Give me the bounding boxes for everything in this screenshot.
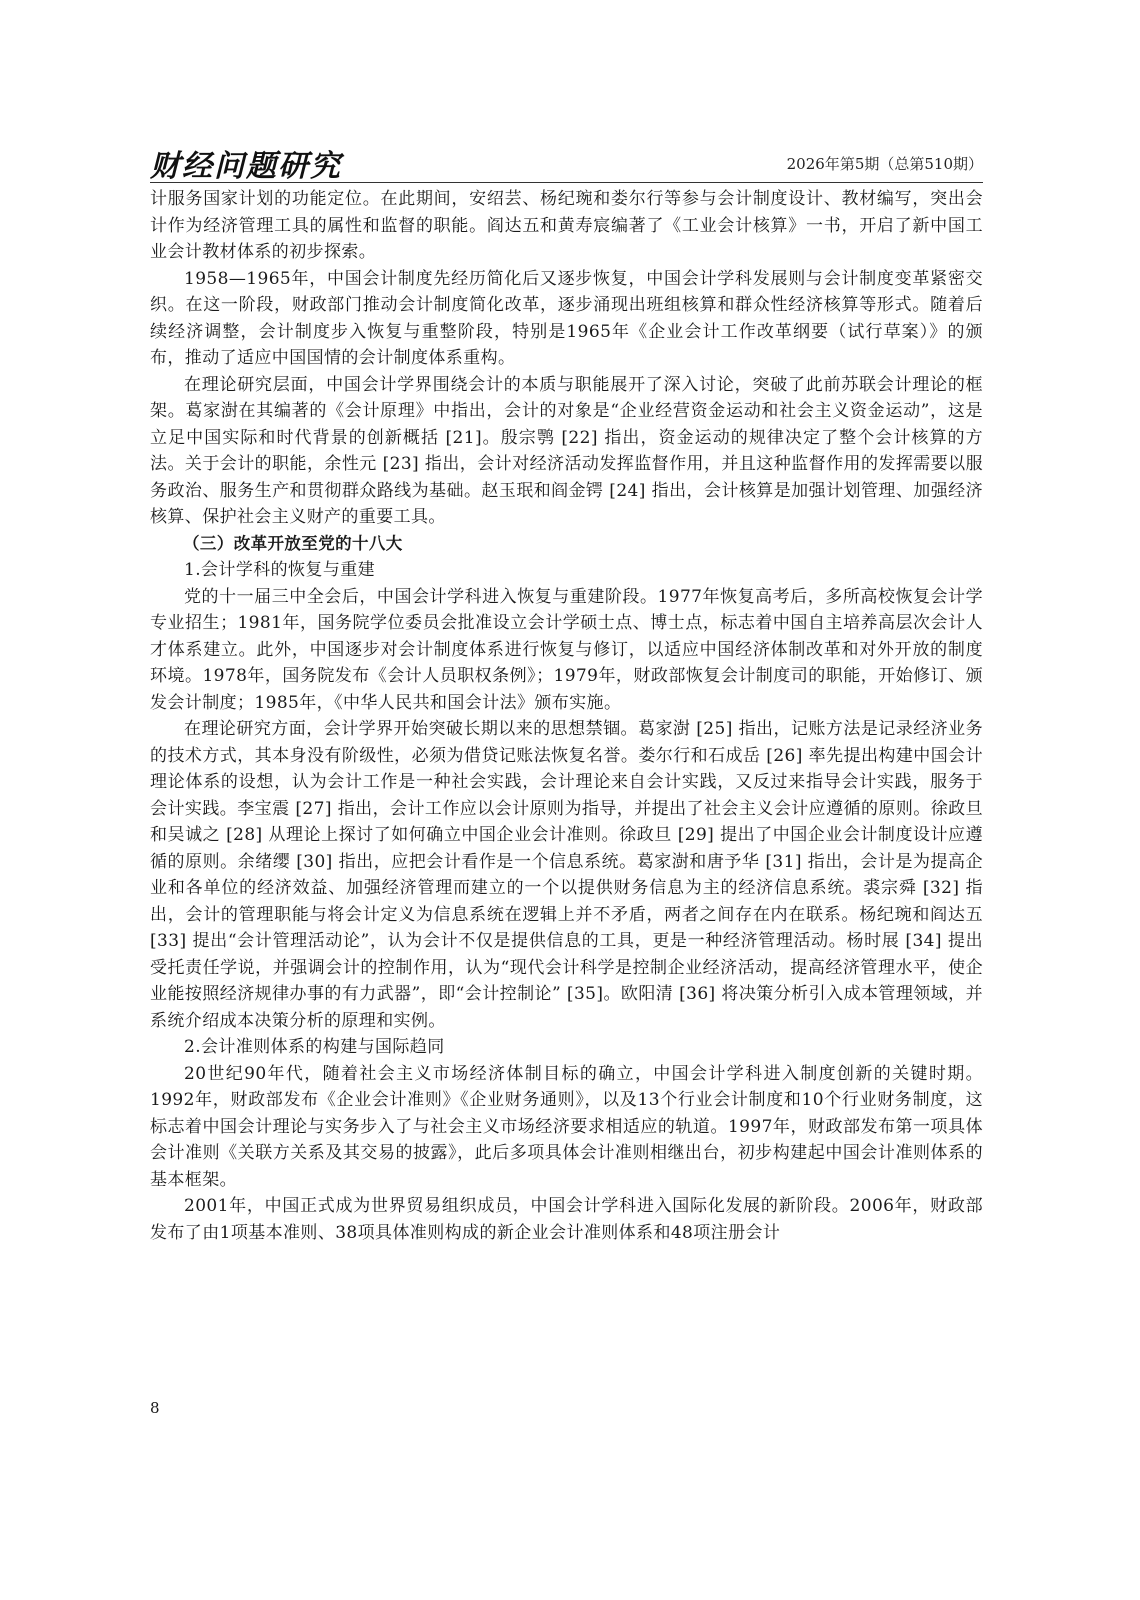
running-header [150, 139, 983, 184]
issue-info: 2026年第5期（总第510期） [786, 155, 983, 173]
section-heading: （三）改革开放至党的十八大 [183, 533, 403, 553]
paragraph: 2001年，中国正式成为世界贸易组织成员，中国会计学科进入国际化发展的新阶段。2006年，财政部发布了由1项基本准则、38项具体准则构成的新企业会计准则体系和48项注册会计 [150, 1196, 983, 1243]
subsection-heading: 1.会计学科的恢复与重建 [184, 560, 376, 580]
paragraph: 1958—1965年，中国会计制度先经历简化后又逐步恢复，中国会计学科发展则与会计制度变革紧密交织。在这一阶段，财政部门推动会计制度简化改革，逐步涌现出班组核算和群众性经济核算等形式。随着后续经济调整，会计制度步入恢复与重整阶段，特别是1965年《企业会计工作改革纲要（试行草案）》的颁布，推动了适应中国国情的会计制度体系重构。 [150, 268, 983, 368]
article-body [150, 186, 983, 1246]
paragraph: 在理论研究方面，会计学界开始突破长期以来的思想禁锢。葛家澍 [25] 指出，记账方法是记录经济业务的技术方式，其本身没有阶级性，必须为借贷记账法恢复名誉。娄尔行和石成岳 [26] 率先提出构建中国会计理论体系的设想，认为会计工作是一种社会实践，会计理论来自会计实践，又反过来指导会计实践，服务于会计实践。李宝震 [27] 指出，会计工作应以会计原则为指导，并提出了社会主义会计应遵循的原则。徐政旦和吴诚之 [28] 从理论上探讨了如何确立中国企业会计准则。徐政旦 [29] 提出了中国企业会计制度设计应遵循的原则。余绪缨 [30] 指出，应把会计看作是一个信息系统。葛家澍和唐予华 [31] 指出，会计是为提高企业和各单位的经济效益、加强经济管理而建立的一个以提供财务信息为主的经济信息系统。裘宗舜 [32] 指出，会计的管理职能与将会计定义为信息系统在逻辑上并不矛盾，两者之间存在内在联系。杨纪琬和阎达五 [33] 提出“会计管理活动论”，认为会计不仅是提供信息的工具，更是一种经济管理活动。杨时展 [34] 提出受托责任学说，并强调会计的控制作用，认为“现代会计科学是控制企业经济活动，提高经济管理水平，使企业能按照经济规律办事的有力武器”，即“会计控制论” [35]。欧阳清 [36] 将决策分析引入成本管理领域，并系统介绍成本决策分析的原理和实例。 [150, 719, 983, 1031]
paragraph: 党的十一届三中全会后，中国会计学科进入恢复与重建阶段。1977年恢复高考后，多所高校恢复会计学专业招生；1981年，国务院学位委员会批准设立会计学硕士点、博士点，标志着中国自主培养高层次会计人才体系建立。此外，中国逐步对会计制度体系进行恢复与修订，以适应中国经济体制改革和对外开放的制度环境。1978年，国务院发布《会计人员职权条例》；1979年，财政部恢复会计制度司的职能，开始修订、颁发会计制度；1985年，《中华人民共和国会计法》颁布实施。 [150, 586, 983, 713]
header-divider [150, 182, 983, 183]
page-number: 8 [150, 1399, 160, 1417]
paragraph-continued: 计服务国家计划的功能定位。在此期间，安绍芸、杨纪琬和娄尔行等参与会计制度设计、教材编写，突出会计作为经济管理工具的属性和监督的职能。阎达五和黄寿宸编著了《工业会计核算》一书，开启了新中国工业会计教材体系的初步探索。 [150, 189, 983, 262]
paragraph: 在理论研究层面，中国会计学界围绕会计的本质与职能展开了深入讨论，突破了此前苏联会计理论的框架。葛家澍在其编著的《会计原理》中指出，会计的对象是“企业经营资金运动和社会主义资金运动”，这是立足中国实际和时代背景的创新概括 [21]。殷宗鹗 [22] 指出，资金运动的规律决定了整个会计核算的方法。关于会计的职能，余性元 [23] 指出，会计对经济活动发挥监督作用，并且这种监督作用的发挥需要以服务政治、服务生产和贯彻群众路线为基础。赵玉珉和阎金锷 [24] 指出，会计核算是加强计划管理、加强经济核算、保护社会主义财产的重要工具。 [150, 374, 983, 527]
paragraph: 20世纪90年代，随着社会主义市场经济体制目标的确立，中国会计学科进入制度创新的关键时期。1992年，财政部发布《企业会计准则》《企业财务通则》，以及13个行业会计制度和10个行业财务制度，这标志着中国会计理论与实务步入了与社会主义市场经济要求相适应的轨道。1997年，财政部发布第一项具体会计准则《关联方关系及其交易的披露》，此后多项具体会计准则相继出台，初步构建起中国会计准则体系的基本框架。 [150, 1063, 983, 1190]
subsection-heading: 2.会计准则体系的构建与国际趋同 [184, 1037, 445, 1057]
journal-title-logo: 财经问题研究 [150, 149, 342, 184]
